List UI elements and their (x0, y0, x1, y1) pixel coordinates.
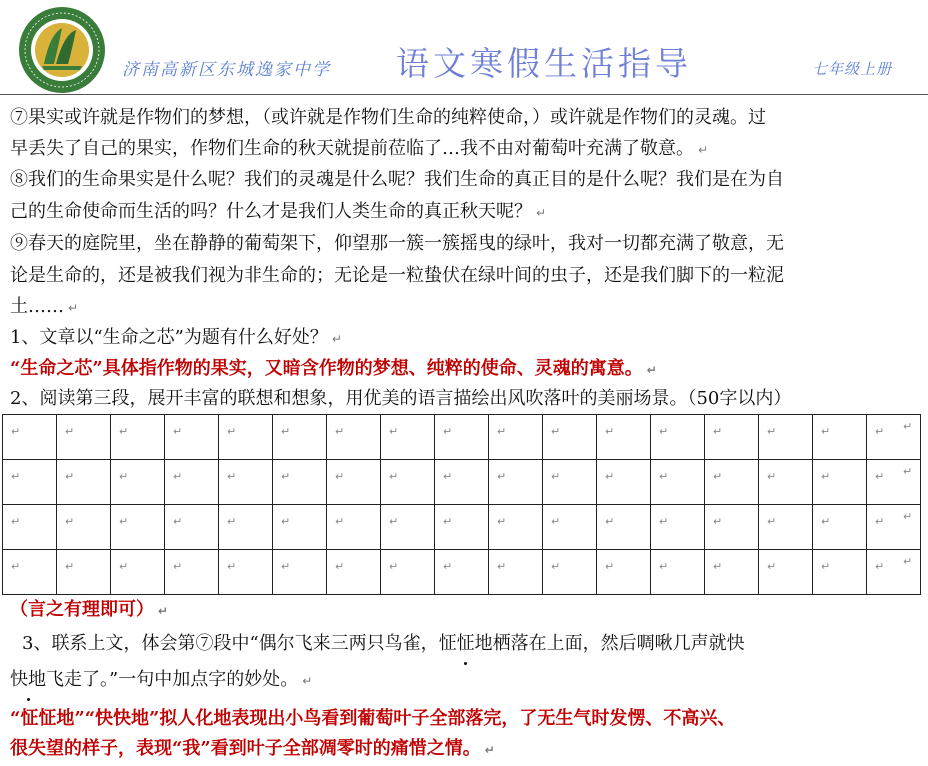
cell-paragraph-mark: ↵ (659, 425, 669, 438)
answer-grid-cell[interactable] (219, 460, 273, 505)
cell-paragraph-mark: ↵ (65, 560, 75, 573)
cell-paragraph-mark: ↵ (335, 470, 345, 483)
answer-grid-cell[interactable] (867, 460, 921, 505)
cell-paragraph-mark: ↵ (281, 470, 291, 483)
cell-paragraph-mark: ↵ (551, 470, 561, 483)
answer-grid-cell[interactable] (651, 460, 705, 505)
cell-paragraph-mark: ↵ (821, 560, 831, 573)
cell-paragraph-mark: ↵ (767, 470, 777, 483)
paragraph-mark: ↵ (698, 143, 709, 157)
cell-paragraph-mark: ↵ (767, 515, 777, 528)
cell-paragraph-mark: ↵ (119, 470, 129, 483)
answer-grid-row (3, 550, 921, 595)
row-end-mark: ↵ (903, 510, 913, 523)
cell-paragraph-mark: ↵ (227, 515, 237, 528)
answer-grid-cell[interactable] (705, 550, 759, 595)
answer-grid-cell[interactable] (219, 505, 273, 550)
cell-paragraph-mark: ↵ (821, 470, 831, 483)
question-2: 2、阅读第三段，展开丰富的联想和想象，用优美的语言描绘出风吹落叶的美丽场景。（50字以内） (10, 388, 792, 409)
answer-3-line-1: “怔怔地”“快快地”拟人化地表现出小鸟看到葡萄叶子全部落完，了无生气时发愣、不高兴、 (10, 708, 736, 729)
cell-paragraph-mark: ↵ (659, 515, 669, 528)
answer-grid-cell[interactable] (3, 460, 57, 505)
answer-2: （言之有理即可） ↵ (10, 599, 169, 620)
cell-paragraph-mark: ↵ (65, 470, 75, 483)
cell-paragraph-mark: ↵ (173, 470, 183, 483)
answer-grid-cell[interactable] (111, 415, 165, 460)
question-1: 1、文章以“生命之芯”为题有什么好处？ ↵ (10, 327, 342, 348)
answer-grid-cell[interactable] (57, 415, 111, 460)
answer-grid-cell[interactable] (57, 505, 111, 550)
cell-paragraph-mark: ↵ (281, 425, 291, 438)
answer-grid-cell[interactable] (273, 415, 327, 460)
cell-paragraph-mark: ↵ (875, 470, 885, 483)
cell-paragraph-mark: ↵ (497, 470, 507, 483)
answer-grid-cell[interactable] (381, 505, 435, 550)
cell-paragraph-mark: ↵ (767, 425, 777, 438)
cell-paragraph-mark: ↵ (173, 515, 183, 528)
paragraph-mark: ↵ (302, 674, 313, 688)
answer-grid-cell[interactable] (111, 460, 165, 505)
answer-grid-cell[interactable] (327, 550, 381, 595)
answer-grid-cell[interactable] (273, 550, 327, 595)
cell-paragraph-mark: ↵ (497, 425, 507, 438)
cell-paragraph-mark: ↵ (659, 560, 669, 573)
answer-grid-cell[interactable] (381, 550, 435, 595)
answer-grid-cell[interactable] (543, 415, 597, 460)
answer-grid-cell[interactable] (165, 505, 219, 550)
paragraph-mark: ↵ (646, 363, 657, 377)
cell-paragraph-mark: ↵ (11, 470, 21, 483)
answer-grid-cell[interactable] (381, 460, 435, 505)
answer-grid-cell[interactable] (381, 415, 435, 460)
answer-grid-cell[interactable] (651, 550, 705, 595)
dotted-word-2: 快地 (10, 664, 46, 695)
school-name: 济南高新区东城逸家中学 (122, 60, 331, 80)
cell-paragraph-mark: ↵ (11, 425, 21, 438)
paragraph-9-line-3: 土…… ↵ (10, 296, 79, 317)
answer-grid-cell[interactable] (867, 415, 921, 460)
paragraph-7-line-1: ⑦果实或许就是作物们的梦想，（或许就是作物们生命的纯粹使命，）或许就是作物们的灵魂。过 (10, 107, 766, 128)
answer-grid-cell[interactable] (651, 415, 705, 460)
cell-paragraph-mark: ↵ (551, 425, 561, 438)
answer-grid-cell[interactable] (489, 460, 543, 505)
answer-grid-cell[interactable] (327, 460, 381, 505)
answer-grid-cell[interactable] (543, 460, 597, 505)
answer-grid-cell[interactable] (3, 505, 57, 550)
cell-paragraph-mark: ↵ (551, 560, 561, 573)
answer-grid-cell[interactable] (3, 415, 57, 460)
cell-paragraph-mark: ↵ (389, 425, 399, 438)
answer-grid-cell[interactable] (57, 550, 111, 595)
cell-paragraph-mark: ↵ (605, 425, 615, 438)
answer-grid-cell[interactable] (435, 550, 489, 595)
answer-grid-cell[interactable] (3, 550, 57, 595)
answer-grid-cell[interactable] (489, 550, 543, 595)
cell-paragraph-mark: ↵ (875, 515, 885, 528)
answer-grid-cell[interactable] (867, 505, 921, 550)
cell-paragraph-mark: ↵ (605, 560, 615, 573)
answer-grid-cell[interactable] (165, 415, 219, 460)
grade-label: 七年级上册 (812, 60, 893, 78)
answer-grid-cell[interactable] (435, 415, 489, 460)
answer-grid-cell[interactable] (813, 460, 867, 505)
cell-paragraph-mark: ↵ (335, 515, 345, 528)
cell-paragraph-mark: ↵ (173, 425, 183, 438)
answer-grid-cell[interactable] (165, 550, 219, 595)
cell-paragraph-mark: ↵ (443, 560, 453, 573)
page-header (0, 0, 928, 96)
cell-paragraph-mark: ↵ (119, 560, 129, 573)
answer-grid-cell[interactable] (219, 550, 273, 595)
cell-paragraph-mark: ↵ (713, 515, 723, 528)
question-3-line-2: 快地飞走了。”一句中加点字的妙处。 ↵ (10, 664, 922, 697)
answer-grid-cell[interactable] (759, 415, 813, 460)
answer-grid-cell[interactable] (813, 550, 867, 595)
answer-grid-cell[interactable] (273, 460, 327, 505)
answer-grid-cell[interactable] (867, 550, 921, 595)
answer-grid-cell[interactable] (597, 460, 651, 505)
answer-grid-row (3, 505, 921, 550)
cell-paragraph-mark: ↵ (227, 470, 237, 483)
paragraph-9-line-1: ⑨春天的庭院里，坐在静静的葡萄架下，仰望那一簇一簇摇曳的绿叶，我对一切都充满了敬意，无 (10, 233, 784, 254)
row-end-mark: ↵ (903, 555, 913, 568)
answer-grid-cell[interactable] (435, 460, 489, 505)
answer-grid-cell[interactable] (489, 505, 543, 550)
answer-grid-cell[interactable] (111, 550, 165, 595)
cell-paragraph-mark: ↵ (335, 560, 345, 573)
cell-paragraph-mark: ↵ (443, 515, 453, 528)
answer-grid-cell[interactable] (705, 505, 759, 550)
cell-paragraph-mark: ↵ (713, 425, 723, 438)
answer-3-line-2: 很失望的样子，表现“我”看到叶子全部凋零时的痛惜之情。 ↵ (10, 738, 495, 759)
answer-grid-cell[interactable] (759, 550, 813, 595)
answer-grid-cell[interactable] (597, 415, 651, 460)
row-end-mark: ↵ (903, 420, 913, 433)
cell-paragraph-mark: ↵ (227, 425, 237, 438)
answer-grid-cell[interactable] (273, 505, 327, 550)
answer-grid-cell[interactable] (759, 460, 813, 505)
row-end-mark: ↵ (903, 465, 913, 478)
document-title: 语文寒假生活指导 (396, 44, 692, 83)
cell-paragraph-mark: ↵ (713, 560, 723, 573)
cell-paragraph-mark: ↵ (605, 470, 615, 483)
answer-grid-cell[interactable] (597, 550, 651, 595)
cell-paragraph-mark: ↵ (767, 560, 777, 573)
header-divider (0, 94, 928, 95)
answer-grid-cell[interactable] (327, 505, 381, 550)
cell-paragraph-mark: ↵ (659, 470, 669, 483)
paragraph-mark: ↵ (536, 206, 547, 220)
paragraph-mark: ↵ (68, 301, 79, 315)
cell-paragraph-mark: ↵ (821, 515, 831, 528)
answer-grid-cell[interactable] (705, 460, 759, 505)
cell-paragraph-mark: ↵ (281, 515, 291, 528)
answer-grid-cell[interactable] (57, 460, 111, 505)
answer-grid-row (3, 460, 921, 505)
answer-grid (2, 414, 921, 595)
answer-grid-row (3, 415, 921, 460)
cell-paragraph-mark: ↵ (821, 425, 831, 438)
answer-grid-cell[interactable] (165, 460, 219, 505)
cell-paragraph-mark: ↵ (443, 470, 453, 483)
cell-paragraph-mark: ↵ (11, 515, 21, 528)
answer-grid-cell[interactable] (813, 505, 867, 550)
cell-paragraph-mark: ↵ (227, 560, 237, 573)
paragraph-mark: ↵ (158, 604, 169, 618)
cell-paragraph-mark: ↵ (605, 515, 615, 528)
answer-grid-cell[interactable] (597, 505, 651, 550)
paragraph-9-line-2: 论是生命的，还是被我们视为非生命的；无论是一粒蛰伏在绿叶间的虫子，还是我们脚下的一粒泥 (10, 265, 784, 286)
cell-paragraph-mark: ↵ (281, 560, 291, 573)
cell-paragraph-mark: ↵ (443, 425, 453, 438)
answer-grid-cell[interactable] (759, 505, 813, 550)
answer-grid-cell[interactable] (705, 415, 759, 460)
cell-paragraph-mark: ↵ (119, 515, 129, 528)
question-3-line-1: 3、联系上文，体会第⑦段中“偶尔飞来三两只鸟雀，怔怔地栖落在上面，然后啁啾几声就快 (22, 628, 928, 659)
cell-paragraph-mark: ↵ (11, 560, 21, 573)
cell-paragraph-mark: ↵ (875, 560, 885, 573)
cell-paragraph-mark: ↵ (497, 515, 507, 528)
answer-grid-cell[interactable] (651, 505, 705, 550)
cell-paragraph-mark: ↵ (389, 470, 399, 483)
cell-paragraph-mark: ↵ (389, 560, 399, 573)
answer-grid-cell[interactable] (489, 415, 543, 460)
cell-paragraph-mark: ↵ (497, 560, 507, 573)
cell-paragraph-mark: ↵ (65, 515, 75, 528)
answer-1: “生命之芯”具体指作物的果实，又暗含作物的梦想、纯粹的使命、灵魂的寓意。 ↵ (10, 358, 657, 379)
paragraph-8-line-1: ⑧我们的生命果实是什么呢？我们的灵魂是什么呢？我们生命的真正目的是什么呢？我们是在为自 (10, 169, 784, 190)
cell-paragraph-mark: ↵ (173, 560, 183, 573)
paragraph-mark: ↵ (331, 332, 342, 346)
cell-paragraph-mark: ↵ (335, 425, 345, 438)
cell-paragraph-mark: ↵ (875, 425, 885, 438)
dotted-word-1: 怔怔地 (439, 628, 493, 659)
answer-grid-cell[interactable] (111, 505, 165, 550)
answer-grid-cell[interactable] (435, 505, 489, 550)
paragraph-mark: ↵ (484, 743, 495, 757)
cell-paragraph-mark: ↵ (551, 515, 561, 528)
answer-grid-cell[interactable] (543, 550, 597, 595)
school-logo (14, 4, 110, 96)
cell-paragraph-mark: ↵ (119, 425, 129, 438)
cell-paragraph-mark: ↵ (389, 515, 399, 528)
cell-paragraph-mark: ↵ (65, 425, 75, 438)
cell-paragraph-mark: ↵ (713, 470, 723, 483)
answer-grid-cell[interactable] (327, 415, 381, 460)
paragraph-8-line-2: 己的生命使命而生活的吗？什么才是我们人类生命的真正秋天呢？ ↵ (10, 201, 547, 222)
answer-grid-cell[interactable] (813, 415, 867, 460)
answer-grid-cell[interactable] (219, 415, 273, 460)
answer-grid-cell[interactable] (543, 505, 597, 550)
paragraph-7-line-2: 早丢失了自己的果实，作物们生命的秋天就提前莅临了…我不由对葡萄叶充满了敬意。 ↵ (10, 138, 709, 159)
